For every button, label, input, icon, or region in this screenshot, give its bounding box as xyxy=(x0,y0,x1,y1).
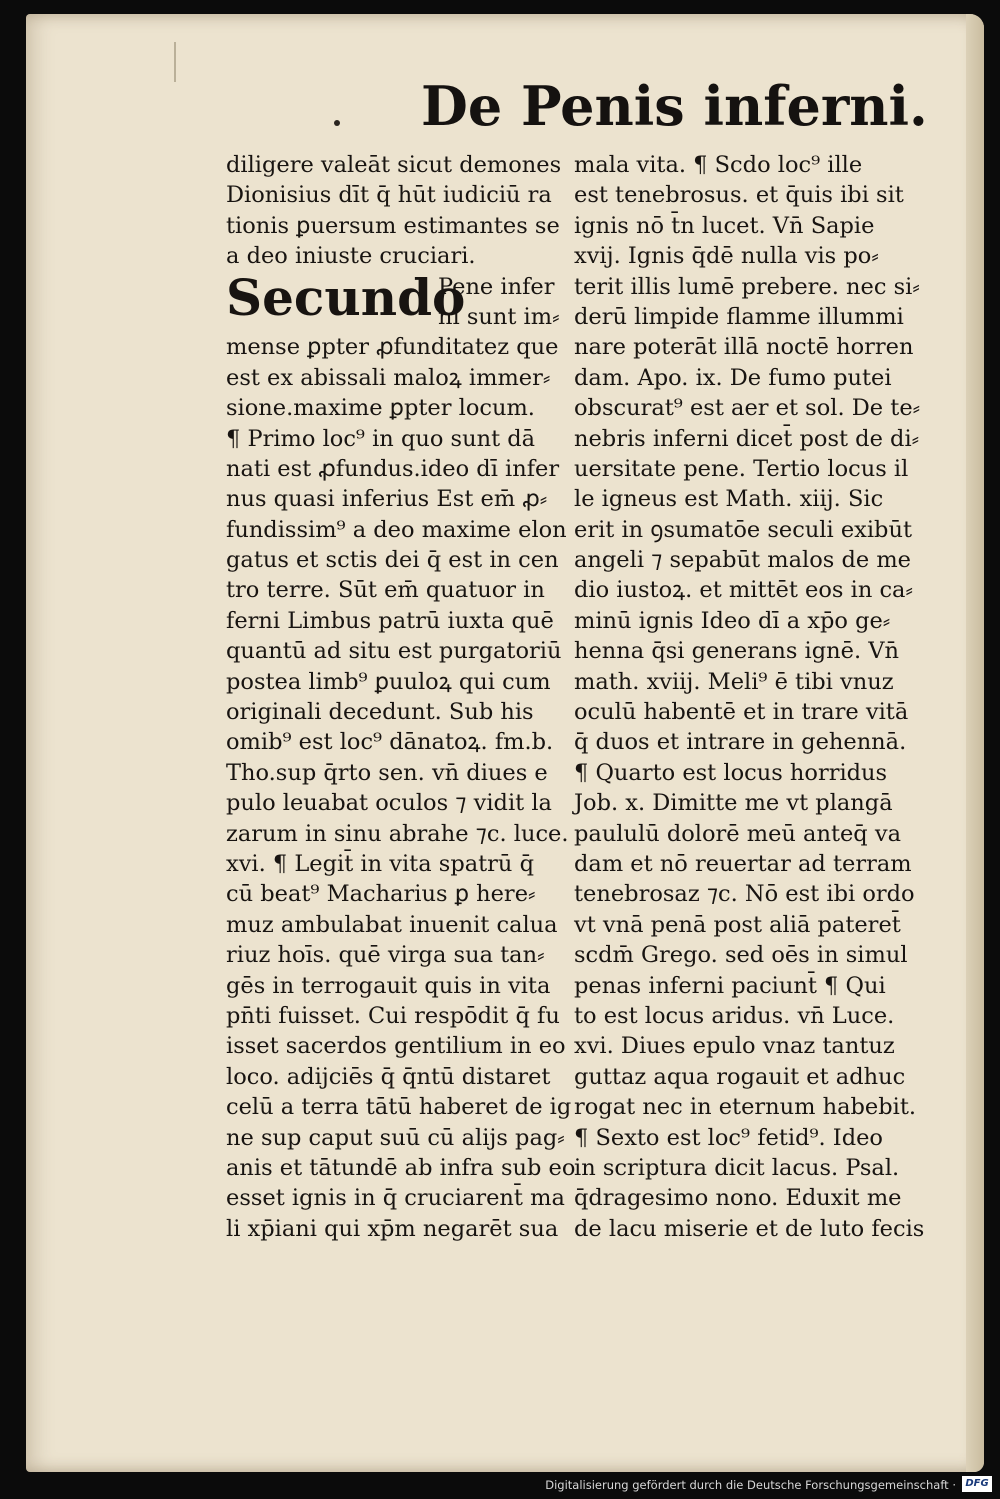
right-line-22: Job. x. Dimitte me vt plangā xyxy=(574,790,893,817)
left-line-21: riuz hoīs. quē virga sua tan⸗ xyxy=(226,942,545,969)
right-line-12: le igneus est Math. xiij. Sic xyxy=(574,486,884,513)
right-line-15: dio iustoꝝ. et mittēt eos in ca⸗ xyxy=(574,577,913,604)
right-line-29: to est locus aridus. vn̄ Luce. xyxy=(574,1002,895,1029)
secundo-initial-block xyxy=(226,267,576,333)
left-line-19: cū beat⁹ Macharius ꝑ here⸗ xyxy=(226,881,536,908)
left-line-23: pn̄ti fuisset. Cui respōdit q̄ fu xyxy=(226,1002,560,1029)
left-line-8: gatus et sctis dei q̄ est in cen xyxy=(226,547,559,574)
right-line-1: mala vita. ¶ Scdo loc⁹ ille xyxy=(574,152,863,178)
left-line-24: isset sacerdos gentilium in eo xyxy=(226,1033,566,1060)
right-line-14: angeli ⁊ sepabūt malos de me xyxy=(574,547,911,574)
margin-mark xyxy=(174,42,176,82)
right-line-3: ignis nō t̄n lucet. Vn̄ Sapie xyxy=(574,212,875,239)
right-line-23: paululū dolorē meū anteq̄ va xyxy=(574,820,901,847)
secundo-side-line-2: ni sunt im⸗ xyxy=(438,303,560,330)
right-line-19: oculū habentē et in trare vitā xyxy=(574,699,909,726)
right-line-24: dam et nō reuertar ad terram xyxy=(574,850,912,877)
right-line-36: de lacu miserie et de luto fecis xyxy=(574,1215,925,1242)
right-line-7: nare poterāt illā noctē horren xyxy=(574,334,914,361)
right-line-30: xvi. Diues epulo vnaz tantuz xyxy=(574,1033,895,1060)
right-line-18: math. xviij. Meli⁹ ē tibi vnuz xyxy=(574,668,894,695)
left-line-11: quantū ad situ est purgatoriū xyxy=(226,638,562,665)
left-line-29: esset ignis in q̄ cruciarent̄ ma xyxy=(226,1185,565,1212)
right-line-9: obscurat⁹ est aer et sol. De te⸗ xyxy=(574,395,921,422)
left-column-top-lines xyxy=(226,150,576,272)
left-top-line-2: Dionisius dīt q̄ hūt iudiciū ra xyxy=(226,182,552,209)
right-line-13: erit in ꝯsumatōe seculi exibūt xyxy=(574,516,912,543)
right-line-20: q̄ duos et intrare in gehennā. xyxy=(574,729,907,756)
right-line-26: vt vnā penā post aliā pateret̄ xyxy=(574,911,901,938)
secundo-side-lines xyxy=(438,272,578,333)
left-line-27: ne sup caput suū cū alijs pag⸗ xyxy=(226,1124,565,1151)
left-line-13: originali decedunt. Sub his xyxy=(226,699,534,726)
left-line-6: nus quasi inferius Est em̄ ꝓ⸗ xyxy=(226,486,548,513)
left-top-line-3: tionis ꝑuersum estimantes se xyxy=(226,212,560,239)
left-line-10: ferni Limbus patrū iuxta quē xyxy=(226,607,554,634)
left-line-7: fundissim⁹ a deo maxime elon xyxy=(226,516,567,543)
left-line-17: zarum in sinu abrahe ⁊c. luce. xyxy=(226,820,569,847)
right-line-4: xvij. Ignis q̄dē nulla vis po⸗ xyxy=(574,243,879,270)
left-top-line-4: a deo iniuste cruciari. xyxy=(226,243,476,270)
right-line-5: terit illis lumē prebere. nec si⸗ xyxy=(574,273,920,300)
right-line-28: penas inferni paciunt̄ ¶ Qui xyxy=(574,972,886,999)
left-line-9: tro terre. Sūt em̄ quatuor in xyxy=(226,577,545,604)
page-edge-shadow xyxy=(966,14,984,1472)
right-line-27: scdm̄ Grego. sed oēs in simul xyxy=(574,942,908,969)
right-line-35: q̄dragesimo nono. Eduxit me xyxy=(574,1185,902,1212)
left-line-25: loco. adijciēs q̄ q̄ntū distaret xyxy=(226,1063,551,1090)
right-line-2: est tenebrosus. et q̄uis ibi sit xyxy=(574,182,904,209)
left-line-5: nati est ꝓfundus.ideo dī infer xyxy=(226,455,560,482)
left-line-26: celū a terra tātū haberet de ig xyxy=(226,1094,572,1121)
left-line-1: mense ꝑpter ꝓfunditatez que xyxy=(226,334,559,361)
right-line-11: uersitate pene. Tertio locus il xyxy=(574,455,909,482)
right-line-32: rogat nec in eternum habebit. xyxy=(574,1094,917,1121)
right-line-33: ¶ Sexto est loc⁹ fetid⁹. Ideo xyxy=(574,1124,883,1151)
left-text-column xyxy=(226,150,576,1244)
left-line-3: sione.maxime ꝑpter locum. xyxy=(226,395,535,422)
secundo-large-word: Secundo xyxy=(226,267,466,327)
dfg-logo: DFG xyxy=(962,1476,992,1492)
right-line-17: henna q̄si generans ignē. Vn̄ xyxy=(574,638,899,665)
right-line-25: tenebrosaz ⁊c. Nō est ibi ordo xyxy=(574,881,915,908)
right-text-column xyxy=(574,150,939,1244)
left-line-16: pulo leuabat oculos ⁊ vidit la xyxy=(226,790,552,817)
left-line-30: li xp̄iani qui xp̄m negarēt sua xyxy=(226,1215,559,1242)
left-top-line-1: diligere valeāt sicut demones xyxy=(226,152,562,178)
right-line-21: ¶ Quarto est locus horridus xyxy=(574,759,888,786)
right-line-16: minū ignis Ideo dī a xp̄o ge⸗ xyxy=(574,607,891,634)
header-dot xyxy=(334,120,340,126)
running-header-title: De Penis inferni. xyxy=(421,74,928,138)
left-line-4: ¶ Primo loc⁹ in quo sunt dā xyxy=(226,425,536,452)
left-line-15: Tho.sup q̄rto sen. vn̄ diues e xyxy=(226,759,548,786)
left-line-2: est ex abissali maloꝝ immer⸗ xyxy=(226,364,551,391)
right-line-10: nebris inferni dicet̄ post de di⸗ xyxy=(574,425,920,452)
left-line-28: anis et tātundē ab infra sub eo xyxy=(226,1154,576,1181)
right-line-31: guttaz aqua rogauit et adhuc xyxy=(574,1063,906,1090)
right-line-6: derū limpide flamme illummi xyxy=(574,303,904,330)
left-line-12: postea limb⁹ ꝑuuloꝝ qui cum xyxy=(226,668,551,695)
left-line-22: gēs in terrogauit quis in vita xyxy=(226,972,551,999)
secundo-side-line-1: Pene infer xyxy=(438,273,555,300)
left-line-20: muz ambulabat inuenit calua xyxy=(226,911,558,938)
right-line-34: in scriptura dicit lacus. Psal. xyxy=(574,1154,900,1181)
right-line-8: dam. Apo. ix. De fumo putei xyxy=(574,364,892,391)
left-line-14: omib⁹ est loc⁹ dānatoꝝ. fm.b. xyxy=(226,729,554,756)
funding-credit: Digitalisierung gefördert durch die Deutsche Forschungsgemeinschaft · xyxy=(545,1478,956,1492)
left-column-bottom-lines xyxy=(226,332,576,1244)
left-line-18: xvi. ¶ Legit̄ in vita spatrū q̄ xyxy=(226,851,534,877)
